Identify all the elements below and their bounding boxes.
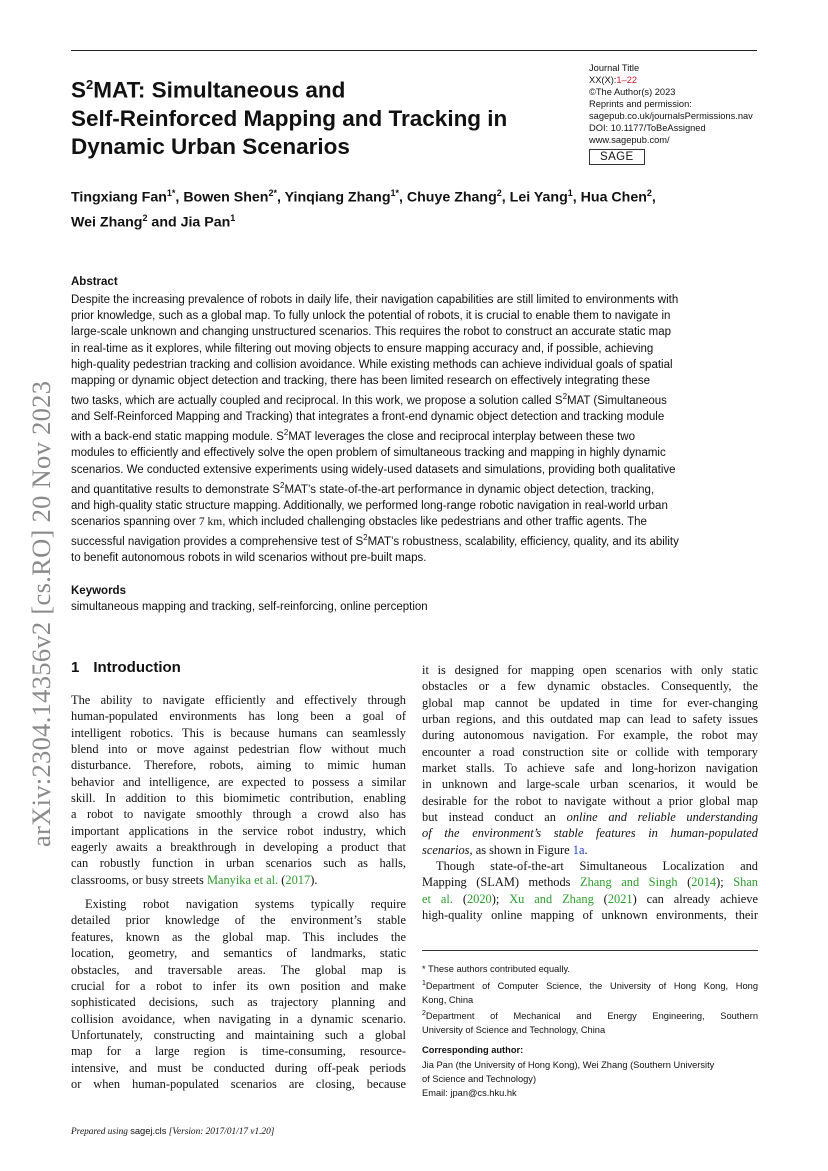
citation-link[interactable]: et al. xyxy=(422,891,453,906)
body-line: location, geometry, and semantics of landmarks, static xyxy=(71,946,406,961)
abstract-line: high-quality pedestrian tracking and collision avoidance. While existing methods can achieve individual goals of spatial xyxy=(71,358,673,371)
abstract-line: Despite the increasing prevalence of robots in daily life, their navigation capabilities are still limited to environments with xyxy=(71,294,679,306)
author-affiliation: 2 xyxy=(142,212,148,223)
author-name: Bowen Shen xyxy=(183,189,269,206)
author-line-2: Wei Zhang$^2$ and Jia Pan$^1$ xyxy=(71,212,236,231)
footnote-equal-contribution: * These authors contributed equally. xyxy=(422,964,570,974)
author-name: Wei Zhang xyxy=(71,214,143,231)
arxiv-identifier-stamp: arXiv:2304.14356v2 [cs.RO] 20 Nov 2023 xyxy=(26,380,56,847)
body-line: Unfortunately, constructing and maintaining such a global xyxy=(71,1027,406,1042)
body-line: obstacles, and traversable areas. The global map is xyxy=(71,962,406,977)
abstract-line: scenarios. We conducted extensive experiments using widely-used datasets and simulations, providing both qualitative xyxy=(71,463,676,476)
body-line: or when human-populated scenarios are closing, because xyxy=(71,1076,406,1091)
abstract-heading: Abstract xyxy=(71,276,118,288)
abstract-line: and high-quality static structure mapping. Additionally, we performed long-range robotic navigation in real-world urban xyxy=(71,499,668,512)
top-rule xyxy=(71,50,757,51)
author-name: Chuye Zhang xyxy=(406,189,497,206)
author-affiliation: 2 xyxy=(496,188,502,198)
author-affiliation: 1* xyxy=(390,188,399,198)
body-line: scenarios, as shown in Figure 1a. xyxy=(422,842,588,857)
body-line: but instead conduct an online and reliable understanding xyxy=(422,810,758,825)
body-line: Existing robot navigation systems typically require xyxy=(85,897,406,912)
author-affiliation: 1* xyxy=(166,188,176,198)
body-line: Mapping (SLAM) methods Zhang and Singh (2014); Shan xyxy=(422,875,758,890)
title-line-2: Self-Reinforced Mapping and Tracking in xyxy=(71,105,508,131)
keywords-text: simultaneous mapping and tracking, self-reinforcing, online perception xyxy=(71,601,428,613)
body-line: eagerly awaits a breakthrough in developing a product that xyxy=(71,840,406,855)
body-line: behavior and intelligence, are expected to possess a similar xyxy=(71,774,406,789)
footnote-rule xyxy=(422,950,758,951)
body-line: in unknown and large-scale urban scenarios, it would be xyxy=(422,777,758,792)
reprints: Reprints and permission: xyxy=(589,99,692,109)
distance-value: 7 km xyxy=(198,516,223,529)
page-footer: Prepared using sagej.cls [Version: 2017/01/17 v1.20] xyxy=(71,1126,275,1137)
body-line: classrooms, or busy streets Manyika et al. (2017). xyxy=(71,872,318,887)
body-line: blend into or move against pedestrian flow without much xyxy=(71,742,406,757)
body-line: it is designed for mapping open scenarios with only static xyxy=(422,663,758,677)
body-line: et al. (2020); Xu and Zhang (2021) can already achieve xyxy=(422,891,758,906)
abstract-line: scenarios spanning over 7 km, which included challenging obstacles like pedestrians and other traffic agents. The xyxy=(71,516,647,529)
sage-logo: SAGE xyxy=(589,149,645,165)
author-affiliation: 2 xyxy=(646,188,652,198)
abstract-line: with a back-end static mapping module. $S^2MAT$ leverages the close and reciprocal interplay between these two xyxy=(71,428,636,444)
body-line: disturbance. Therefore, robots, aiming to mimic human xyxy=(71,758,406,773)
body-line: desirable for the robot to navigate without a prior global map xyxy=(422,793,758,808)
body-line: The ability to navigate efficiently and effectively through xyxy=(71,693,406,707)
body-line: encounter a road construction site or collide with temporary xyxy=(422,744,758,759)
abstract-line: and quantitative results to demonstrate $S^2MAT’s$ state-of-the-art performance in dynamic object detection, tracking, xyxy=(71,480,655,496)
citation-year-link[interactable]: 2020 xyxy=(466,891,492,906)
doi: DOI: 10.1177/ToBeAssigned xyxy=(589,123,706,133)
abstract-line: modules to efficiently and effectively solve the open problem of simultaneous tracking and mapping in highly dynamic xyxy=(71,447,666,460)
journal-title: Journal Title xyxy=(589,63,640,73)
body-line: detailed prior knowledge of the environment’s stable xyxy=(71,913,406,928)
body-line: can robustly function in urban scenarios such as halls, xyxy=(71,856,406,871)
author-affiliation: 1 xyxy=(230,212,236,223)
abstract-line: two tasks, which are actually coupled and reciprocal. In this work, we propose a solution called $S^2MAT$ (Simultaneous xyxy=(71,392,667,408)
abstract-line: mapping or dynamic object detection and tracking, there has been limited research on effectively integrating these xyxy=(71,375,650,388)
corresponding-author-heading: Corresponding author: xyxy=(422,1045,524,1055)
journal-volume: XX(X):1–22 xyxy=(589,75,638,85)
body-line: urban regions, and this outdated map can lead to safety issues xyxy=(422,712,758,727)
body-line: map for a large region is time-consuming, resource- xyxy=(71,1044,406,1059)
abstract-line: successful navigation provides a comprehensive test of $S^2MAT’s$ robustness, scalability, efficiency, quality, and its ability xyxy=(71,533,679,549)
body-line: Though state-of-the-art Simultaneous Localization and xyxy=(436,859,758,874)
body-line: crucial for a robot to infer its own position and make xyxy=(71,978,406,993)
footnotes xyxy=(422,963,758,1038)
body-line: skill. In addition to this biomimetic contribution, enabling xyxy=(71,791,406,806)
author-line-1: Tingxiang Fan$^{1*}$, Bowen Shen$^{2*}$, Yinqiang Zhang$^{1*}$, Chuye Zhang$^2$, Lei Yang$^1$, Hua Chen$^2$, xyxy=(71,188,656,206)
body-line: a robot to navigate smoothly through a crowd also has xyxy=(71,807,406,822)
abstract-line: in real-time as it explores, while filtering out moving objects to ensure mapping accuracy and, if possible, achieving xyxy=(71,342,654,355)
author-name: Jia Pan xyxy=(180,214,231,231)
body-line: important applications in the service robot industry, which xyxy=(71,823,406,838)
right-column xyxy=(422,662,758,924)
abstract-line: and Self-Reinforced Mapping and Tracking) that integrates a front-end dynamic object detection and tracking module xyxy=(71,411,665,424)
corresponding-author-email: Email: jpan@cs.hku.hk xyxy=(422,1087,517,1098)
footnote-affiliation-1-cont: Kong, China xyxy=(422,994,474,1005)
citation-year-link[interactable]: 2014 xyxy=(691,875,717,890)
body-line: global map cannot be updated in time for ever-changing xyxy=(422,695,758,710)
body-line: features, known as the global map. This includes the xyxy=(71,929,406,944)
body-line: human-populated environments has long been a goal of xyxy=(71,709,406,724)
author-affiliation: 1 xyxy=(567,188,573,198)
journal-info xyxy=(589,62,779,165)
left-column xyxy=(71,692,406,1092)
author-name: Lei Yang xyxy=(509,189,568,206)
corresponding-author-line: Jia Pan (the University of Hong Kong), Wei Zhang (Southern University xyxy=(422,1060,715,1070)
abstract-line: large-scale unknown and changing unstructured scenarios. This requires the robot to construct an accurate static map xyxy=(71,326,672,339)
footnote-affiliation-1: $^1$Department of Computer Science, the University of Hong Kong, Hong xyxy=(422,979,758,991)
section-title: Introduction xyxy=(93,659,181,676)
citation-year-link[interactable]: 2021 xyxy=(607,891,633,906)
corresponding-author-info xyxy=(422,1059,758,1100)
abstract-line: to benefit autonomous robots in wild scenarios without pre-built maps. xyxy=(71,552,427,565)
citation-link[interactable]: Zhang and Singh xyxy=(580,875,678,890)
body-line: collision avoidance, when navigating in a dynamic scenario. xyxy=(71,1011,406,1026)
website: www.sagepub.com/ xyxy=(589,135,670,145)
citation-link[interactable]: Xu and Zhang xyxy=(509,891,594,906)
body-line: during autonomous navigation. For example, the robot may xyxy=(422,728,758,743)
citation-link[interactable]: Shan xyxy=(733,875,758,890)
abstract-line: prior knowledge, such as a global map. To fully unlock the potential of robots, it is crucial to enable them to navigate in xyxy=(71,310,671,323)
figure-reference-link[interactable]: 1a xyxy=(572,842,585,857)
body-line: high-quality online mapping of unknown environments, their xyxy=(422,908,758,923)
footnote-affiliation-2: $^2$Department of Mechanical and Energy Engineering, Southern xyxy=(422,1010,758,1022)
section-number: 1 xyxy=(71,659,80,676)
title-line-1: $S^2MAT$: Simultaneous and xyxy=(71,77,346,103)
keywords-heading: Keywords xyxy=(71,585,126,597)
author-name: Tingxiang Fan xyxy=(71,189,167,206)
citation-link[interactable]: Manyika et al. xyxy=(206,872,279,887)
author-list xyxy=(71,183,761,232)
body-line: intensive, and must be conducted during off-peak periods xyxy=(71,1060,406,1075)
body-line: intelligent robotics. This is because humans can seamlessly xyxy=(71,725,406,740)
body-line: market stalls. To achieve safe and long-horizon navigation xyxy=(422,761,758,776)
body-line: sophisticated decisions, such as trajectory planning and xyxy=(71,995,406,1010)
body-line: of the environment’s stable features in human-populated xyxy=(422,826,758,841)
citation-year-link[interactable]: 2017 xyxy=(285,872,311,887)
footnote-affiliation-2-cont: University of Science and Technology, China xyxy=(422,1025,606,1036)
copyright: ©The Author(s) 2023 xyxy=(589,87,676,97)
title-line-3: Dynamic Urban Scenarios xyxy=(71,133,350,159)
body-line: obstacles or a few dynamic obstacles. Consequently, the xyxy=(422,679,758,694)
page-range-link[interactable]: 1–22 xyxy=(616,75,638,85)
reprints-url: sagepub.co.uk/journalsPermissions.nav xyxy=(589,111,753,121)
corresponding-author-line: of Science and Technology) xyxy=(422,1073,537,1084)
author-name: Hua Chen xyxy=(580,189,647,206)
author-affiliation: 2* xyxy=(268,188,277,198)
section-heading-introduction xyxy=(71,659,181,676)
paper-title xyxy=(71,71,571,161)
author-name: Yinqiang Zhang xyxy=(284,189,391,206)
abstract-text xyxy=(71,292,759,567)
